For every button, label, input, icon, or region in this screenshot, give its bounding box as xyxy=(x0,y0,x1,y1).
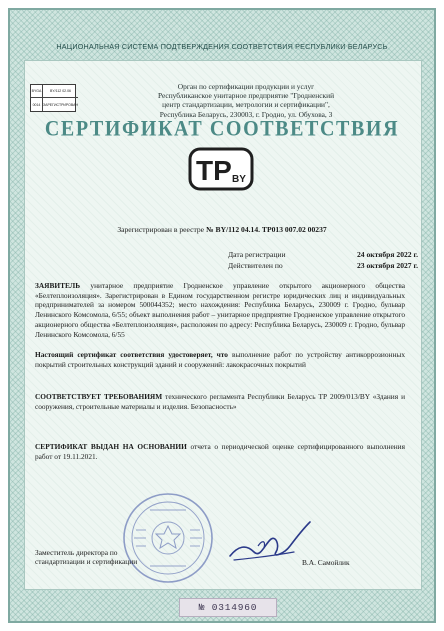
certificate-title: СЕРТИФИКАТ СООТВЕТСТВИЯ xyxy=(44,116,400,142)
mark-cell-top-left: BYGA xyxy=(31,85,43,98)
registration-mark-box xyxy=(30,84,76,112)
requirements-label: СООТВЕТСТВУЕТ ТРЕБОВАНИЯМ xyxy=(35,392,163,401)
mark-cell-bottom-right: ЗАРЕГИСТРИРОВАН xyxy=(43,102,78,107)
logo-sub-text: BY xyxy=(232,174,246,185)
organ-line-4: Республика Беларусь, 230003, г. Гродно, ул. Обухова, 3 xyxy=(159,109,333,119)
valid-until-value: 23 октября 2027 г. xyxy=(356,261,418,270)
organ-line-3: центр стандартизации, метрологии и сертификации", xyxy=(162,100,330,110)
certifies-paragraph xyxy=(35,350,405,369)
registration-date-value: 24 октября 2022 г. xyxy=(356,250,418,259)
basis-text: отчета о периодической оценке сертифицированного выполнения работ от 19.11.2021. xyxy=(35,442,405,461)
signer-name: В.А. Самойлик xyxy=(302,558,350,567)
valid-until-label: Действителен по xyxy=(228,261,283,270)
certifies-text: выполнение работ по устройству антикоррозионных покрытий строительных конструкций зданий и сооружений: лакокрасочных покрытий xyxy=(35,350,405,369)
applicant-label: ЗАЯВИТЕЛЬ xyxy=(35,281,81,290)
applicant-text: унитарное предприятие Гродненское управление открытого акционерного общества «Белтеплоизоляция». Зарегистрирован в Едином государственном регистре юридических лиц и индивидуальных предпринимателей за номером 500044352; место нахождения: Республика Беларусь, 230009 г. Гродно, бульвар Ленинского Комсомола, 6/55; объект выполнения работ – унитарное предприятие Гродненское управление открытого акционерного общества «Белтеплоизоляция», расположен по адресу: Республика Беларусь, 230009 г. Гродно, бульвар Ленинского Комсомола, 6/55 xyxy=(35,281,406,339)
mark-cell-top-right: BY/112 02.06 xyxy=(43,85,78,98)
certifies-label: Настоящий сертификат соответствия удостоверяет, что xyxy=(35,350,228,359)
applicant-paragraph xyxy=(35,281,405,339)
dates-block xyxy=(228,249,418,271)
organ-line-2: Республиканское унитарное предприятие "Гродненский xyxy=(157,91,335,101)
basis-label: СЕРТИФИКАТ ВЫДАН НА ОСНОВАНИИ xyxy=(35,442,187,451)
registry-number: № BY/112 04.14. ТР013 007.02 00237 xyxy=(205,225,327,234)
organ-line-1: Орган по сертификации продукции и услуг xyxy=(177,82,315,91)
national-system-band: НАЦИОНАЛЬНАЯ СИСТЕМА ПОДТВЕРЖДЕНИЯ СООТВЕТСТВИЯ РЕСПУБЛИКИ БЕЛАРУСЬ xyxy=(56,42,388,51)
requirements-text: технического регламента Республики Беларусь ТР 2009/013/BY «Здания и сооружения, строительные материалы и изделия. Безопасность» xyxy=(35,392,405,411)
basis-paragraph xyxy=(35,442,405,461)
deputy-director-title xyxy=(35,548,195,567)
official-seal-stamp xyxy=(120,490,216,586)
deputy-line-2: стандартизации и сертификации xyxy=(35,557,138,567)
certification-organ xyxy=(96,82,396,119)
registry-prefix: Зарегистрирован в реестре xyxy=(117,225,205,234)
registry-line xyxy=(24,225,420,234)
tr-by-mark-icon xyxy=(188,147,254,191)
mark-cell-bottom-left: 0014 xyxy=(31,98,43,111)
registration-date-label: Дата регистрации xyxy=(228,250,286,259)
deputy-line-1: Заместитель директора по xyxy=(35,548,118,557)
logo-main-text: TP xyxy=(196,155,232,186)
serial-number-badge: № 0314960 xyxy=(179,598,277,617)
valid-until-row xyxy=(228,260,418,271)
requirements-paragraph xyxy=(35,392,405,411)
registration-date-row xyxy=(228,249,418,260)
